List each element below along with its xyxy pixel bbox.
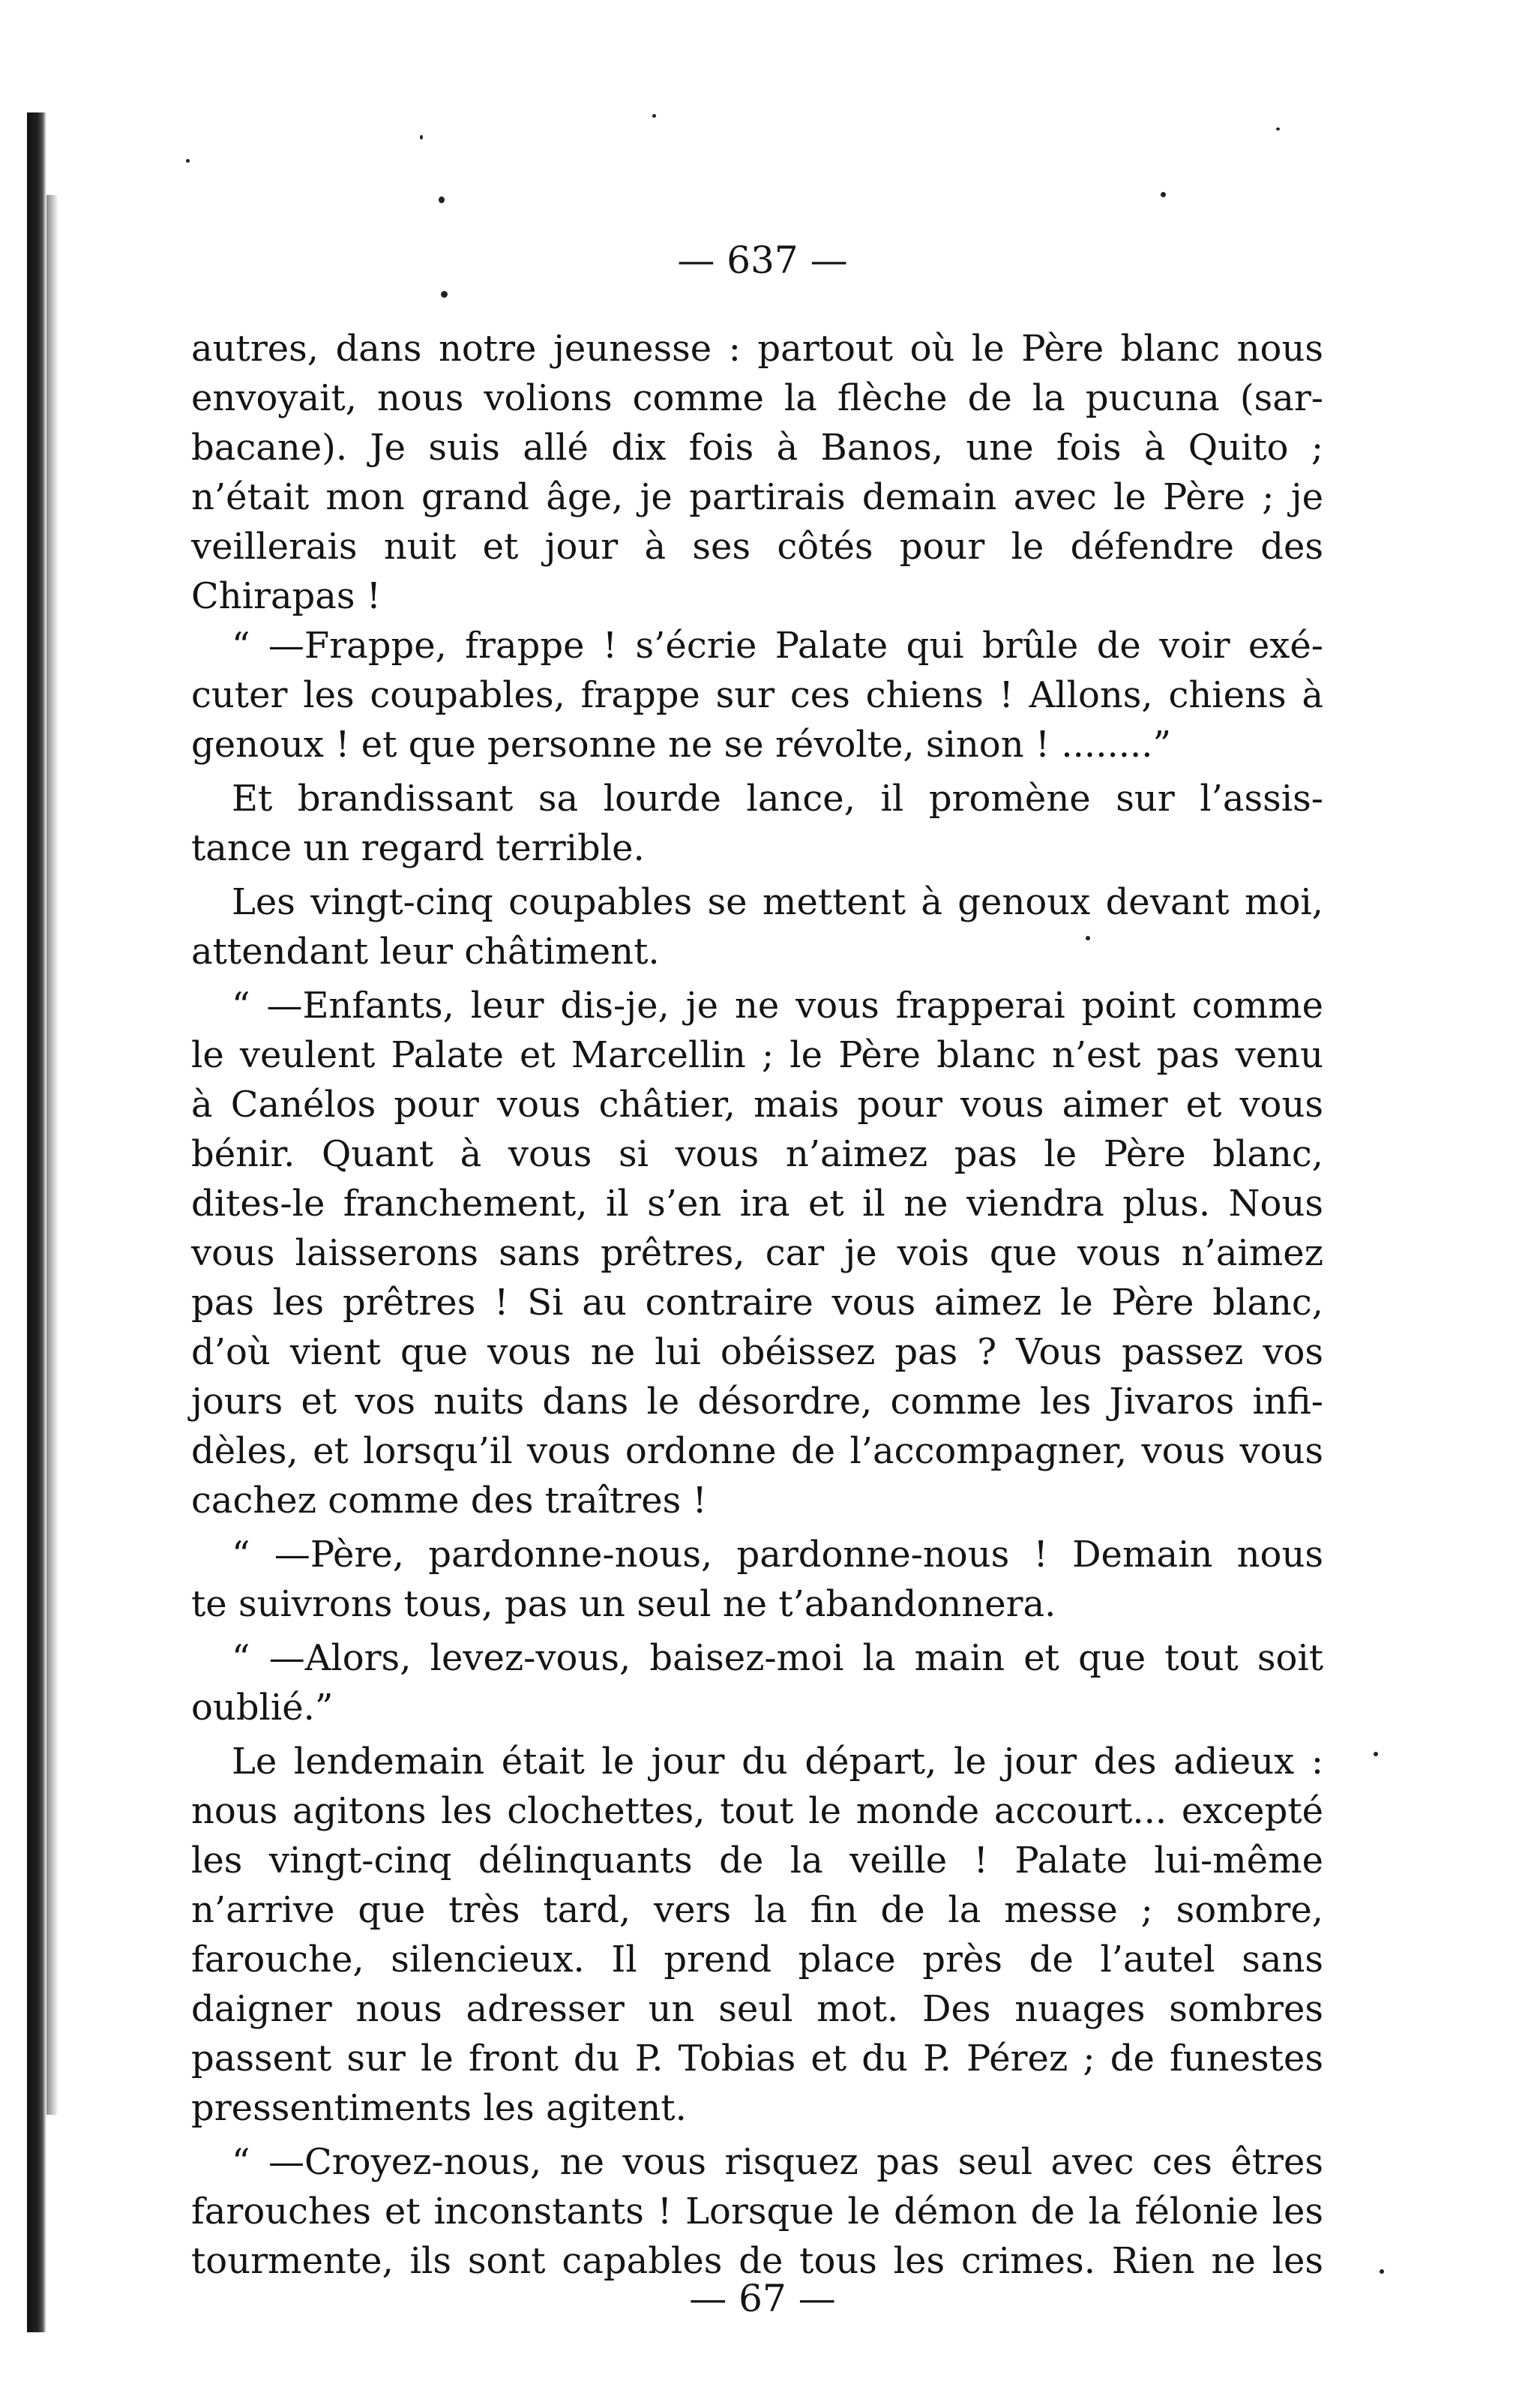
text-line: pas les prêtres ! Si au contraire vous aimez le Père blanc, [191, 1282, 1323, 1324]
ink-speck [441, 291, 448, 298]
text-line: jours et vos nuits dans le désordre, comme les Jivaros infi- [191, 1381, 1323, 1423]
text-line: pressentiments les agitent. [191, 2087, 687, 2129]
text-line: farouche, silencieux. Il prend place près de l’autel sans [191, 1939, 1323, 1981]
text-line: d’où vient que vous ne lui obéissez pas ? Vous passez vos [191, 1331, 1323, 1373]
text-line: bénir. Quant à vous si vous n’aimez pas le Père blanc, [191, 1133, 1323, 1175]
text-line: te suivrons tous, pas un seul ne t’abandonnera. [191, 1583, 1056, 1625]
text-line: Le lendemain était le jour du départ, le jour des adieux : [232, 1741, 1323, 1783]
text-line: “ —Croyez-nous, ne vous risquez pas seul avec ces êtres [232, 2141, 1323, 2183]
body-text [191, 324, 1323, 2286]
text-line: vous laisserons sans prêtres, car je vois que vous n’aimez [191, 1232, 1323, 1274]
text-line: attendant leur châtiment. [191, 931, 660, 973]
text-line: “ —Alors, levez-vous, baisez-moi la main et que tout soit [232, 1637, 1323, 1679]
text-line: farouches et inconstants ! Lorsque le démon de la félonie les [191, 2191, 1323, 2233]
text-line: n’arrive que très tard, vers la fin de la messe ; sombre, [191, 1889, 1323, 1931]
text-line: cachez comme des traîtres ! [191, 1480, 707, 1522]
text-line: les vingt-cinq délinquants de la veille ! Palate lui-même [191, 1840, 1323, 1882]
ink-speck [186, 159, 190, 163]
text-line: “ —Père, pardonne-nous, pardonne-nous ! Demain nous [232, 1534, 1323, 1576]
text-line: “ —Frappe, frappe ! s’écrie Palate qui brûle de voir exé- [232, 625, 1323, 667]
text-line: passent sur le front du P. Tobias et du P. Pérez ; de funestes [191, 2038, 1323, 2080]
text-line: dèles, et lorsqu’il vous ordonne de l’accompagner, vous vous [191, 1430, 1323, 1472]
ink-speck [420, 135, 423, 139]
text-line: cuter les coupables, frappe sur ces chiens ! Allons, chiens à [191, 674, 1323, 716]
text-line: Les vingt-cinq coupables se mettent à genoux devant moi, [232, 881, 1323, 923]
page-binding-edge [27, 112, 46, 2332]
ink-speck [1276, 127, 1280, 130]
text-line: n’était mon grand âge, je partirais demain avec le Père ; je [191, 476, 1323, 518]
text-line: nous agitons les clochettes, tout le monde accourt... excepté [191, 1790, 1323, 1832]
text-line: dites-le franchement, il s’en ira et il ne viendra plus. Nous [191, 1183, 1323, 1225]
text-line: “ —Enfants, leur dis-je, je ne vous frapperai point comme [232, 985, 1323, 1027]
ink-speck [1161, 192, 1166, 197]
running-page-number: — 637 — [677, 238, 848, 282]
text-line: oublié.” [191, 1687, 334, 1729]
ink-speck [1374, 1752, 1378, 1756]
ink-speck [1380, 2269, 1384, 2274]
text-line: à Canélos pour vous châtier, mais pour vous aimer et vous [191, 1084, 1323, 1126]
text-line: daigner nous adresser un seul mot. Des nuages sombres [191, 1988, 1323, 2030]
text-line: bacane). Je suis allé dix fois à Banos, une fois à Quito ; [191, 427, 1323, 469]
page-binding-shadow [46, 195, 58, 2115]
text-line: Et brandissant sa lourde lance, il promène sur l’assis- [232, 778, 1323, 820]
text-line: Chirapas ! [191, 575, 382, 617]
ink-speck [439, 196, 445, 203]
signature-mark: — 67 — [689, 2277, 836, 2320]
text-line: autres, dans notre jeunesse : partout où le Père blanc nous [191, 328, 1323, 370]
text-line: tance un regard terrible. [191, 827, 645, 869]
text-line: veillerais nuit et jour à ses côtés pour le défendre des [191, 526, 1323, 568]
ink-speck [652, 114, 656, 118]
text-line: tourmente, ils sont capables de tous les crimes. Rien ne les [191, 2240, 1323, 2282]
text-line: envoyait, nous volions comme la flèche de la pucuna (sar- [191, 377, 1323, 419]
text-line: le veulent Palate et Marcellin ; le Père blanc n’est pas venu [191, 1034, 1323, 1076]
text-line: genoux ! et que personne ne se révolte, sinon ! ........” [191, 724, 1172, 766]
